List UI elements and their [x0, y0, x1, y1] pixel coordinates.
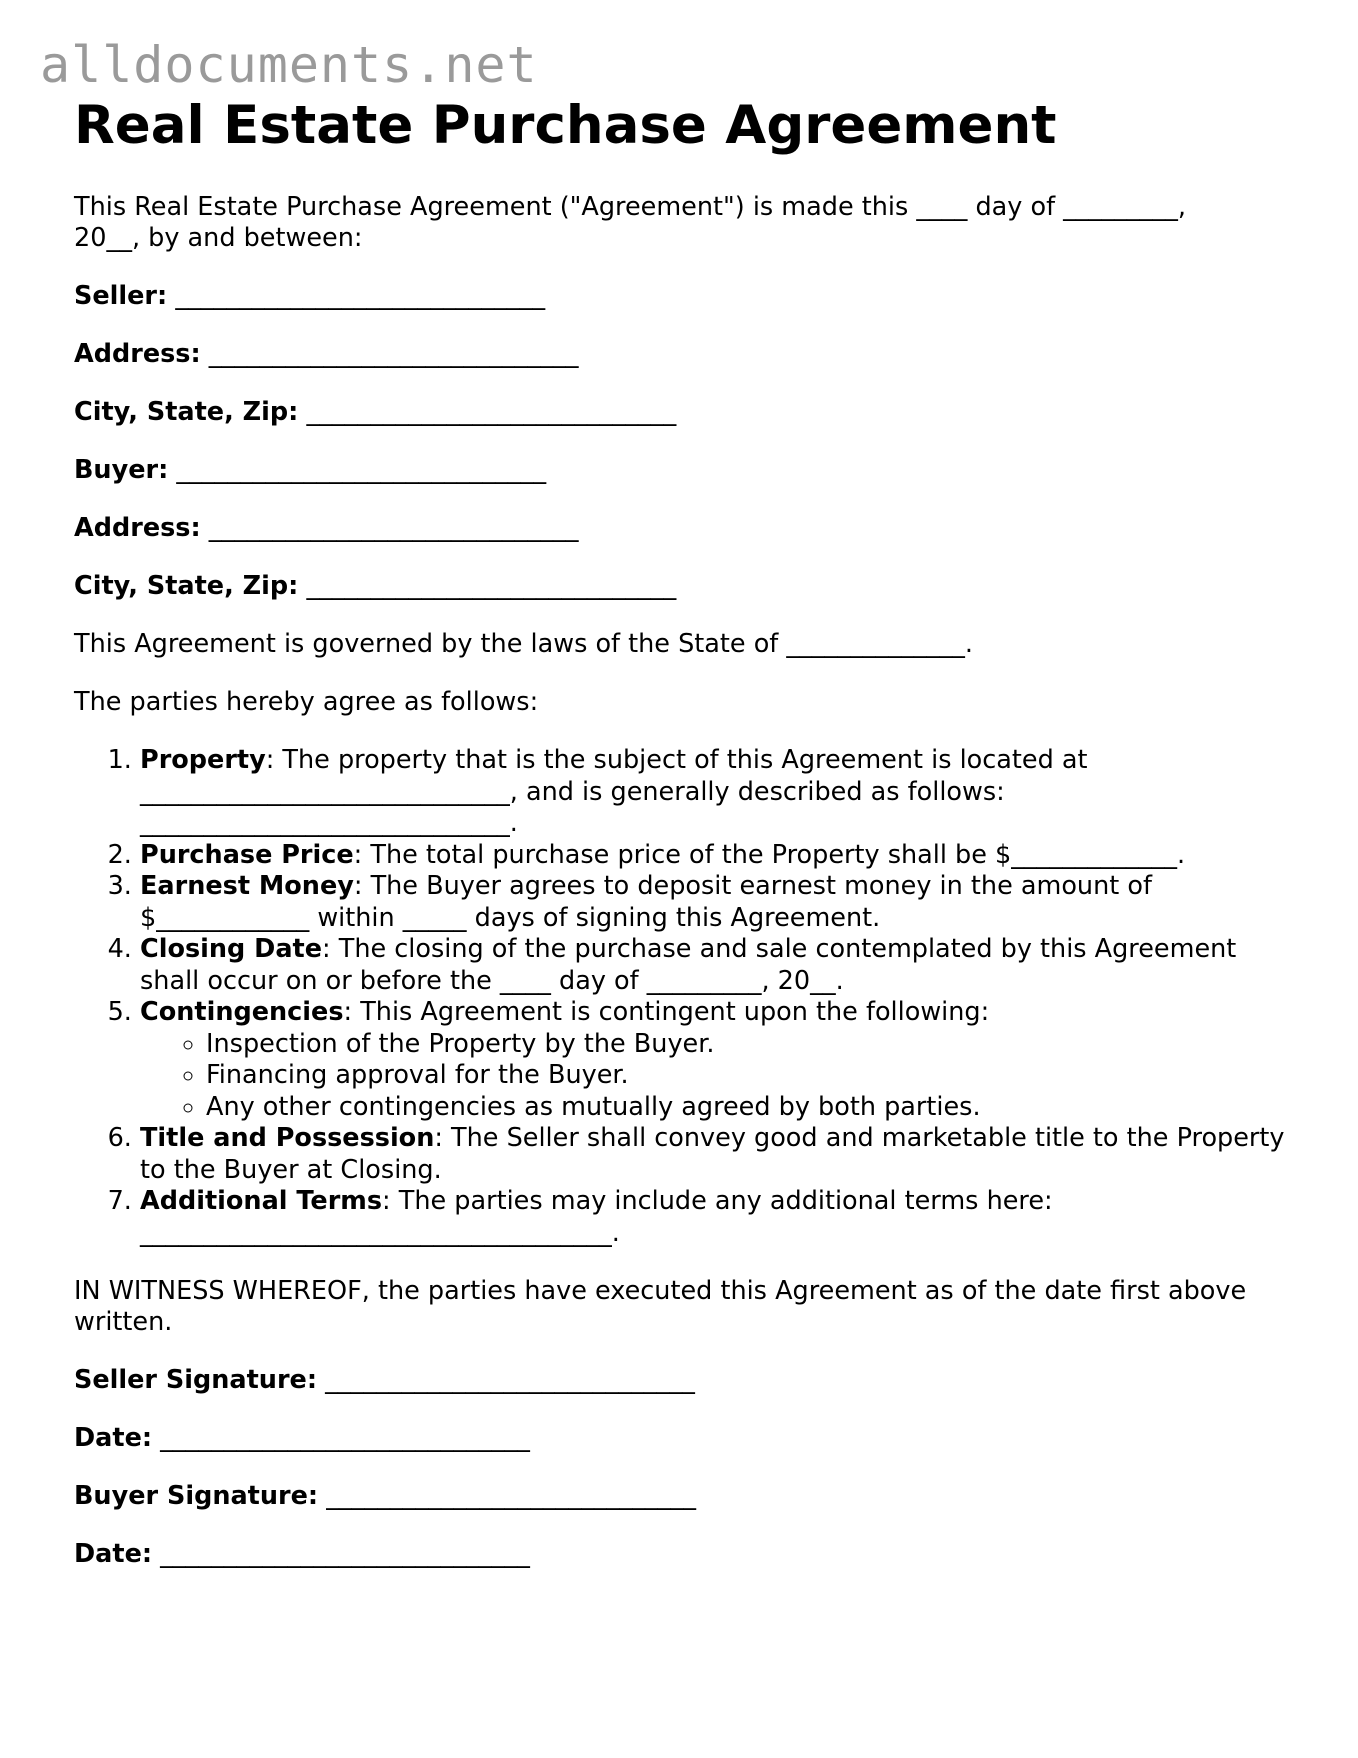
term-text: : The Buyer agrees to deposit earnest money in the amount of $____________ within _____ days of signing this Agreement. [140, 871, 1152, 933]
governing-law-paragraph: This Agreement is governed by the laws of the State of ______________. [74, 629, 973, 659]
term-heading: Contingencies [140, 997, 344, 1027]
seller-city-field [74, 397, 1294, 428]
buyer-signature-field [74, 1481, 1294, 1512]
seller-date-field [74, 1423, 1294, 1454]
field-label: Seller Signature: [74, 1365, 318, 1395]
term-heading: Purchase Price [140, 839, 354, 870]
field-label: City, State, Zip: [74, 571, 299, 601]
term-heading: Property [140, 745, 266, 775]
term-text: : This Agreement is contingent upon the following: [343, 997, 990, 1027]
field-label: Buyer Signature: [74, 1481, 319, 1511]
term-item [140, 934, 1290, 997]
field-label: Buyer: [74, 455, 169, 485]
parties-agree-paragraph: The parties hereby agree as follows: [74, 687, 539, 717]
buyer-date-field [74, 1539, 1294, 1570]
buyer-name-field [74, 455, 1294, 486]
field-label: Seller: [74, 281, 168, 311]
contingencies-list [140, 1029, 1290, 1124]
term-heading: Additional Terms [140, 1186, 383, 1216]
blank-line: _____________________________ [325, 1365, 695, 1395]
blank-line: _____________________________ [160, 1539, 530, 1569]
blank-line: _____________________________ [306, 397, 677, 427]
seller-name-field [74, 281, 1294, 312]
term-item [140, 745, 1290, 840]
term-item [140, 1186, 1290, 1249]
term-text: : The closing of the purchase and sale contemplated by this Agreement shall occur on or before the ____ day of _________, 20__. [140, 934, 1237, 996]
term-heading: Closing Date [140, 934, 323, 964]
term-text: : The total purchase price of the Property shall be $_____________. [353, 839, 1186, 870]
field-label: Date: [74, 1423, 153, 1453]
intro-paragraph: This Real Estate Purchase Agreement ("Agreement") is made this ____ day of _________, 20__, by and between: [74, 192, 1187, 253]
term-text: : The parties may include any additional terms here: _____________________________________. [140, 1186, 1053, 1248]
blank-line: _____________________________ [306, 571, 677, 601]
watermark: alldocuments.net [40, 36, 538, 94]
term-item [140, 1123, 1290, 1186]
seller-address-field [74, 339, 1294, 370]
term-text: : The Seller shall convey good and marketable title to the Property to the Buyer at Closing. [140, 1123, 1285, 1185]
terms-list [74, 745, 1290, 1249]
document-page [74, 94, 1294, 1570]
term-item [140, 840, 1290, 872]
blank-line: _____________________________ [176, 455, 547, 485]
blank-line: _____________________________ [175, 281, 546, 311]
field-label: Address: [74, 513, 201, 543]
seller-signature-field [74, 1365, 1294, 1396]
term-heading: Earnest Money [140, 871, 354, 901]
blank-line: _____________________________ [208, 513, 579, 543]
document-title: Real Estate Purchase Agreement [74, 95, 1057, 156]
buyer-address-field [74, 513, 1294, 544]
blank-line: _____________________________ [160, 1423, 530, 1453]
term-text: : The property that is the subject of this Agreement is located at _____________________________, and is generally described as follows: _____________________________. [140, 745, 1088, 838]
blank-line: _____________________________ [326, 1481, 696, 1511]
term-item [140, 871, 1290, 934]
contingency-item: ◦ Financing approval for the Buyer. [206, 1060, 1290, 1092]
field-label: City, State, Zip: [74, 397, 299, 427]
contingency-item: ◦ Inspection of the Property by the Buyer. [206, 1029, 1290, 1061]
term-item [140, 997, 1290, 1123]
term-heading: Title and Possession [140, 1123, 435, 1153]
field-label: Date: [74, 1539, 153, 1569]
field-label: Address: [74, 339, 201, 369]
buyer-city-field [74, 571, 1294, 602]
blank-line: _____________________________ [208, 339, 579, 369]
witness-paragraph: IN WITNESS WHEREOF, the parties have executed this Agreement as of the date first above written. [74, 1276, 1247, 1337]
contingency-item: ◦ Any other contingencies as mutually agreed by both parties. [206, 1092, 1290, 1124]
